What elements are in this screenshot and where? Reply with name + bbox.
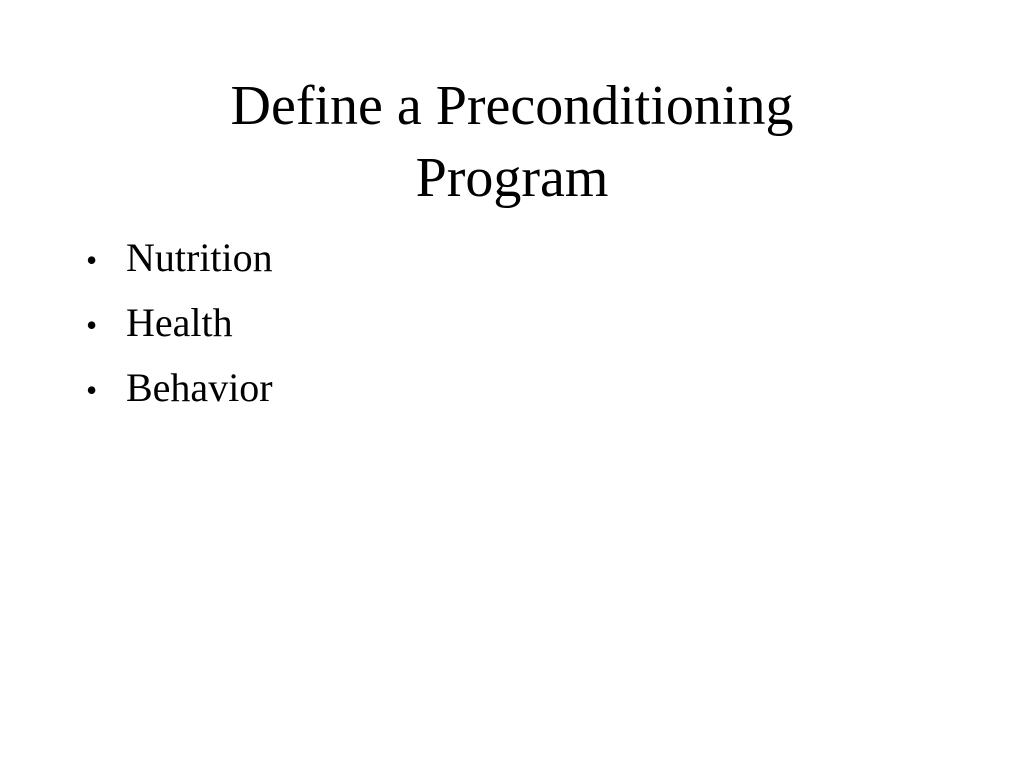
bullet-icon: • — [86, 372, 98, 408]
bullet-item-nutrition — [86, 228, 273, 293]
bullet-icon: • — [86, 242, 98, 278]
slide-title — [112, 70, 912, 214]
bullet-text: Behavior — [126, 365, 273, 410]
bullet-list — [86, 228, 273, 423]
bullet-item-behavior — [86, 358, 273, 423]
bullet-text: Nutrition — [126, 235, 273, 280]
slide-title-line-1: Define a Preconditioning — [230, 75, 794, 137]
bullet-item-health — [86, 293, 273, 358]
bullet-text: Health — [126, 300, 233, 345]
slide-title-line-2: Program — [415, 147, 609, 209]
bullet-icon: • — [86, 307, 98, 343]
